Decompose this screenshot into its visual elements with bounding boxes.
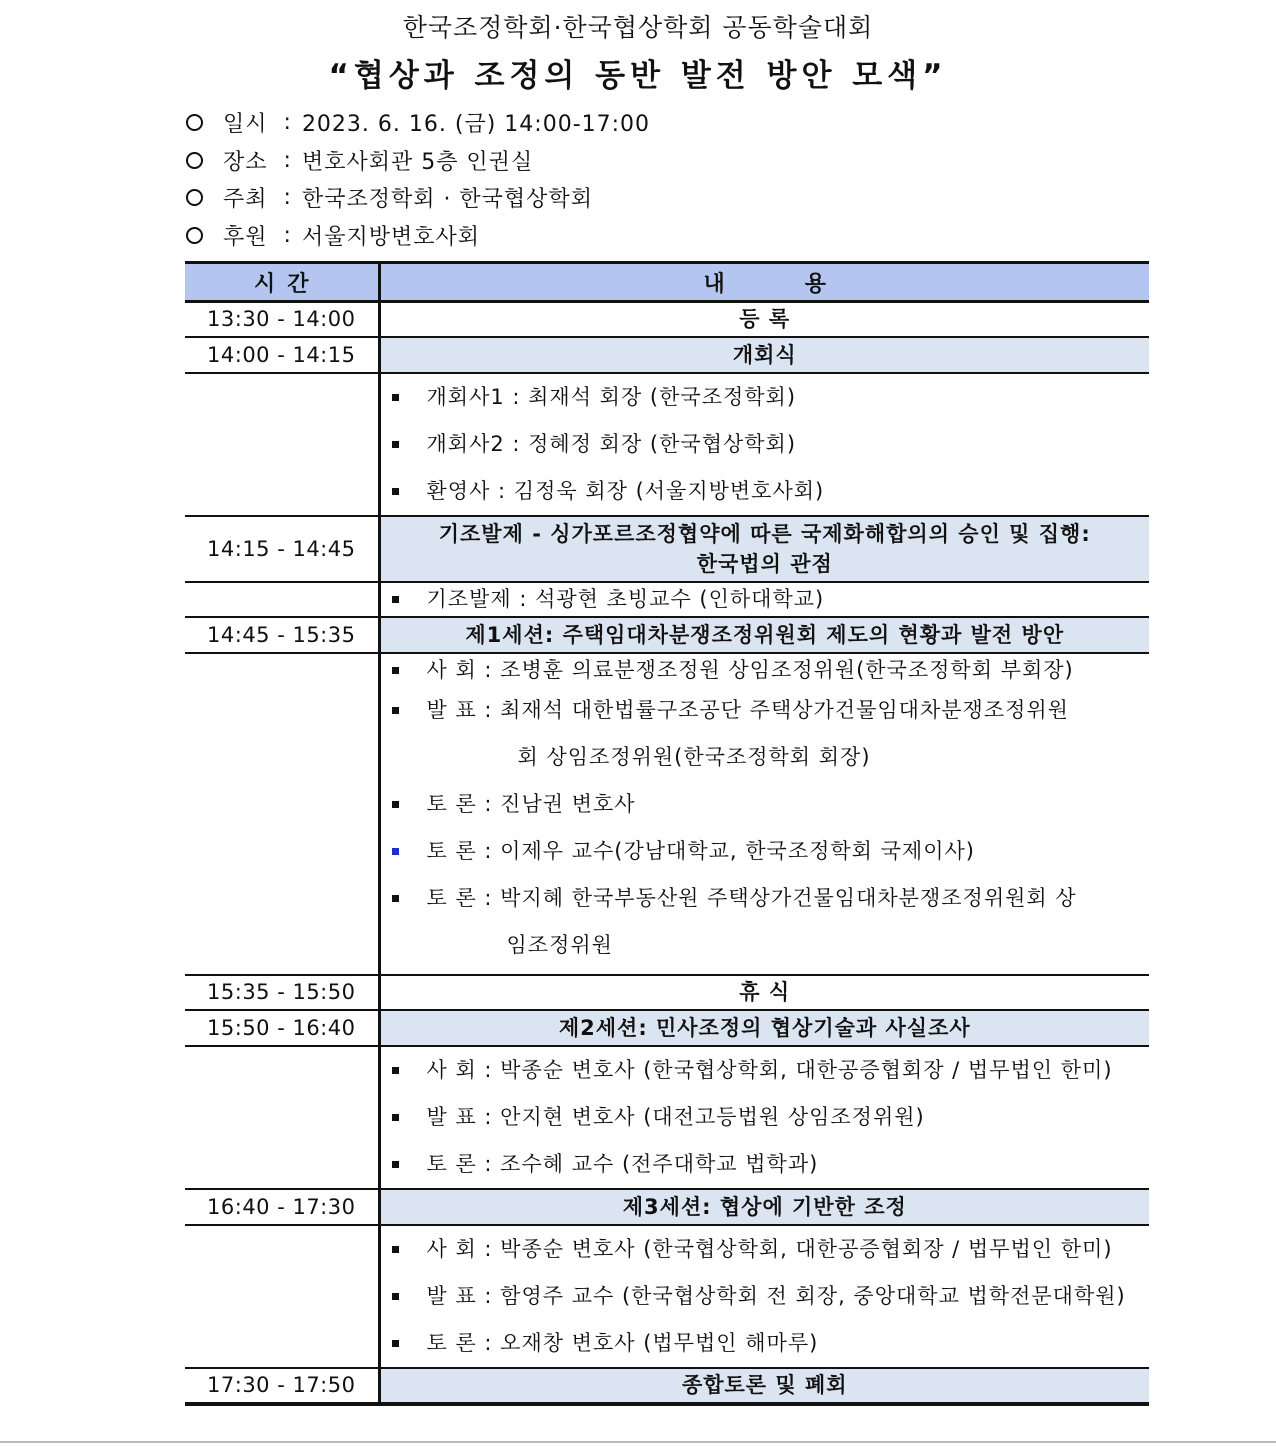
time-cell: 17:30 - 17:50 [185,1368,379,1404]
circle-bullet-icon [186,114,203,131]
time-cell: 14:15 - 14:45 [185,516,379,582]
info-label: 장소 [223,149,268,175]
list-item-continuation: 임조정위원 [506,932,613,957]
info-value: 2023. 6. 16. (금) 14:00-17:00 [301,112,651,138]
blank-cell [185,373,379,516]
table-row [185,1225,1149,1368]
list-item: 토 론 : 진남권 변호사 [381,781,1150,828]
session-title: 제2세션: 민사조정의 협상기술과 사실조사 [379,1010,1149,1046]
list-item: 사 회 : 박종순 변호사 (한국협상학회, 대한공증협회장 / 법무법인 한미) [381,1226,1150,1273]
session-title [379,516,1149,582]
square-bullet-icon [392,801,399,808]
page-bottom-divider [0,1441,1276,1443]
info-venue [186,142,650,180]
time-cell: 15:35 - 15:50 [185,975,379,1010]
square-bullet-icon [392,667,399,674]
event-subtitle: “협상과 조정의 동반 발전 방안 모색” [328,58,948,94]
header-time: 시간 [185,263,379,302]
circle-bullet-icon [186,189,203,206]
list-item: 환영사 : 김정욱 회장 (서울지방변호사회) [381,468,1150,515]
schedule-table [185,261,1149,1406]
info-label: 일시 [223,112,268,138]
square-bullet-icon [392,1340,399,1347]
blank-cell [185,653,379,975]
info-sep: : [283,222,292,248]
item-list [379,373,1149,516]
info-host [186,179,650,217]
table-row [185,582,1149,617]
info-sponsor [186,217,650,255]
keynote-title-line2: 한국법의 관점 [696,551,833,576]
square-bullet-icon [392,488,399,495]
list-item: 개회사2 : 정혜정 회장 (한국협상학회) [381,421,1150,468]
square-bullet-icon [392,848,399,855]
list-item: 기조발제 : 석광현 초빙교수 (인하대학교) [381,584,1150,615]
info-label: 후원 [223,224,268,250]
list-item: 사 회 : 박종순 변호사 (한국협상학회, 대한공증협회장 / 법무법인 한미) [381,1047,1150,1094]
square-bullet-icon [392,707,399,714]
list-item-continuation: 회 상임조정위원(한국조정학회 회장) [517,744,871,769]
square-bullet-icon [392,441,399,448]
info-date [186,104,650,142]
table-row [185,1368,1149,1404]
session-title: 제1세션: 주택임대차분쟁조정위원회 제도의 현황과 발전 방안 [379,617,1149,653]
time-cell: 13:30 - 14:00 [185,302,379,337]
list-item: 토 론 : 이제우 교수(강남대학교, 한국조정학회 국제이사) [381,828,1150,875]
list-item: 토 론 : 오재창 변호사 (법무법인 해마루) [381,1320,1150,1367]
square-bullet-icon [392,1067,399,1074]
info-label: 주최 [223,187,268,213]
info-sep: : [283,185,292,211]
list-item: 발 표 : 안지현 변호사 (대전고등법원 상임조정위원) [381,1094,1150,1141]
square-bullet-icon [392,1114,399,1121]
table-row [185,373,1149,516]
item-list [379,1225,1149,1368]
event-title: 한국조정학회·한국협상학회 공동학술대회 [402,13,874,42]
square-bullet-icon [392,1293,399,1300]
session-title: 개회식 [379,337,1149,373]
table-row [185,337,1149,373]
square-bullet-icon [392,1161,399,1168]
info-value: 한국조정학회 · 한국협상학회 [301,187,593,213]
item-list [379,1046,1149,1189]
header-content: 내용 [379,263,1149,302]
list-item: 발 표 : 최재석 대한법률구조공단 주택상가건물임대차분쟁조정위원 [381,687,1150,734]
keynote-title-line1: 기조발제 - 싱가포르조정협약에 따른 국제화해합의의 승인 및 집행: [438,521,1091,546]
time-cell: 14:00 - 14:15 [185,337,379,373]
info-value: 변호사회관 5층 인권실 [301,149,534,175]
square-bullet-icon [392,394,399,401]
table-row [185,1189,1149,1225]
blank-cell [185,1225,379,1368]
blank-cell [185,582,379,617]
info-sep: : [283,110,292,136]
table-row [185,1010,1149,1046]
table-row [185,617,1149,653]
session-title: 휴 식 [379,975,1149,1010]
square-bullet-icon [392,1246,399,1253]
session-title: 종합토론 및 폐회 [379,1368,1149,1404]
time-cell: 14:45 - 15:35 [185,617,379,653]
table-row [185,302,1149,337]
item-list [379,653,1149,975]
event-info [186,104,650,254]
list-item: 개회사1 : 최재석 회장 (한국조정학회) [381,374,1150,421]
list-item: 토 론 : 박지혜 한국부동산원 주택상가건물임대차분쟁조정위원회 상 [381,875,1150,922]
session-title: 등 록 [379,302,1149,337]
list-item: 사 회 : 조병훈 의료분쟁조정원 상임조정위원(한국조정학회 부회장) [381,654,1150,687]
table-row [185,653,1149,975]
info-value: 서울지방변호사회 [301,224,480,250]
blank-cell [185,1046,379,1189]
table-row [185,1046,1149,1189]
table-header [185,263,1149,302]
time-cell: 16:40 - 17:30 [185,1189,379,1225]
circle-bullet-icon [186,227,203,244]
time-cell: 15:50 - 16:40 [185,1010,379,1046]
table-row [185,516,1149,582]
table-row [185,975,1149,1010]
square-bullet-icon [392,596,399,603]
item-list [379,582,1149,617]
square-bullet-icon [392,895,399,902]
list-item: 토 론 : 조수혜 교수 (전주대학교 법학과) [381,1141,1150,1188]
list-item: 발 표 : 함영주 교수 (한국협상학회 전 회장, 중앙대학교 법학전문대학원) [381,1273,1150,1320]
circle-bullet-icon [186,152,203,169]
session-title: 제3세션: 협상에 기반한 조정 [379,1189,1149,1225]
info-sep: : [283,147,292,173]
